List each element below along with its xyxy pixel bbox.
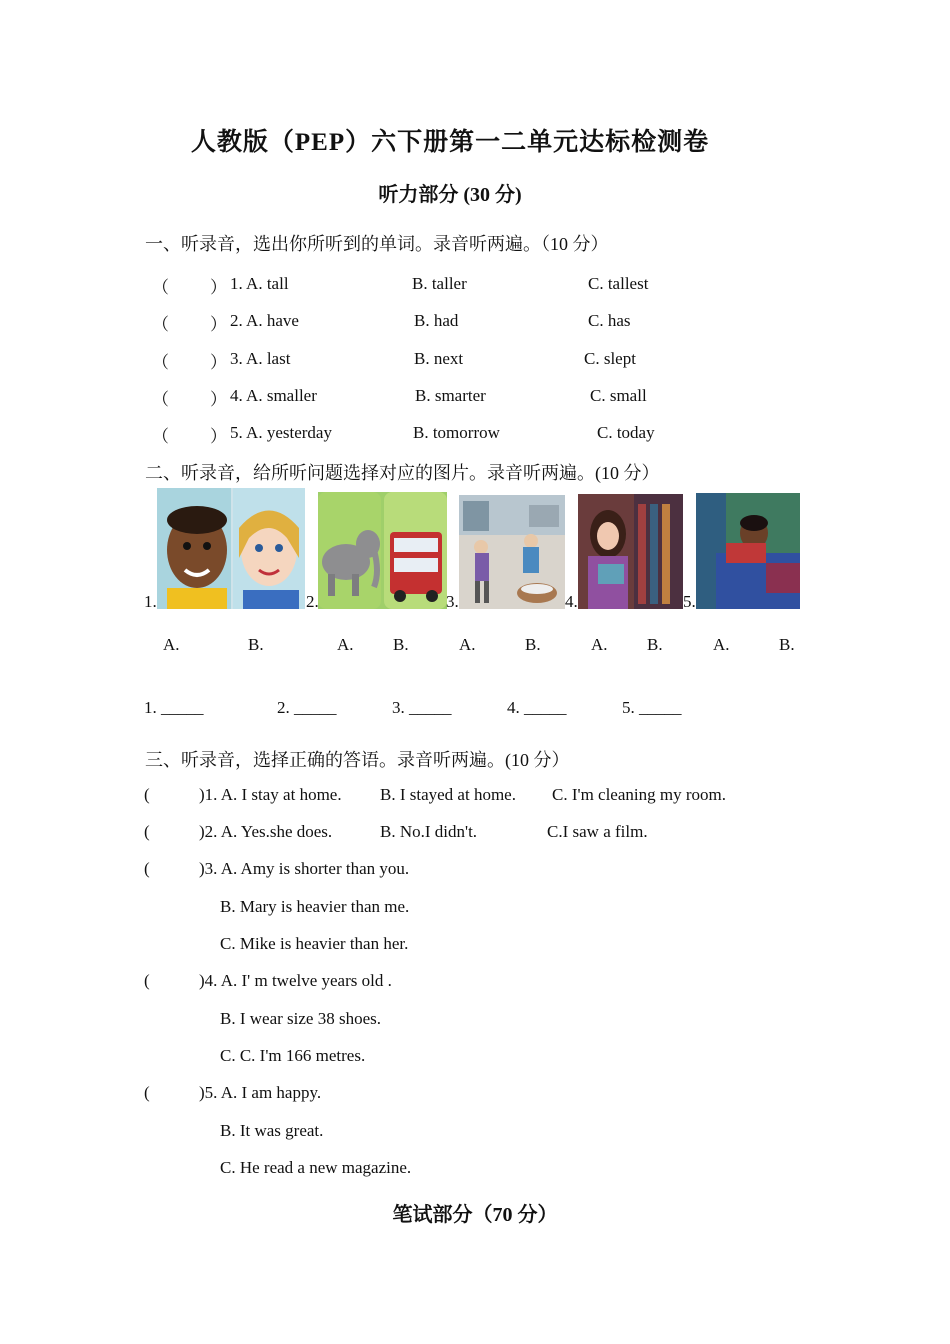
q5-option-b: B. It was great.	[220, 1121, 324, 1140]
choice-a: A.	[591, 635, 608, 654]
q3-option-c: C. Mike is heavier than her.	[220, 934, 409, 953]
choice-b: B.	[647, 635, 663, 654]
written-heading: 笔试部分（70 分）	[392, 1204, 558, 1226]
picture-number: 4.	[565, 592, 578, 611]
open-paren: (	[144, 971, 150, 990]
choice-a: A.	[713, 635, 730, 654]
q1-option-a: )1. A. I stay at home.	[199, 785, 342, 804]
option-a: 4. A. smaller	[230, 386, 317, 405]
elephant-bus-picture	[318, 492, 447, 609]
section3-heading: 三、听录音，选择正确的答语。录音听两遍。(10 分）	[145, 750, 570, 770]
q2-option-c: C.I saw a film.	[547, 822, 648, 841]
option-a: 1. A. tall	[230, 274, 289, 293]
open-paren: （	[152, 353, 169, 372]
q1-option-c: C. I'm cleaning my room.	[552, 785, 726, 804]
choice-b: B.	[525, 635, 541, 654]
choice-a: A.	[337, 635, 354, 654]
open-paren: （	[152, 427, 169, 446]
choice-b: B.	[248, 635, 264, 654]
q5-option-a: )5. A. I am happy.	[199, 1083, 322, 1102]
open-paren: （	[152, 390, 169, 409]
open-paren: （	[152, 278, 169, 297]
q2-option-b: B. No.I didn't.	[380, 822, 478, 841]
q1-option-b: B. I stayed at home.	[380, 785, 516, 804]
option-c: C. today	[597, 423, 655, 442]
option-b: B. tomorrow	[413, 423, 500, 442]
answer-blank[interactable]: 5. _____	[622, 698, 682, 717]
option-c: C. has	[588, 311, 631, 330]
section1-heading: 一、听录音，选出你所听到的单词。录音听两遍。（10 分）	[145, 234, 609, 254]
open-paren: (	[144, 859, 150, 878]
q5-option-c: C. He read a new magazine.	[220, 1158, 412, 1177]
section2-heading: 二、听录音，给所听问题选择对应的图片。录音听两遍。(10 分）	[145, 463, 660, 483]
picture-number: 1.	[144, 592, 157, 611]
listening-heading: 听力部分 (30 分)	[378, 184, 522, 206]
choice-b: B.	[779, 635, 795, 654]
close-paren: ）	[210, 278, 227, 297]
q3-option-b: B. Mary is heavier than me.	[220, 897, 410, 916]
q2-option-a: )2. A. Yes.she does.	[199, 822, 333, 841]
close-paren: ）	[210, 390, 227, 409]
close-paren: ）	[210, 315, 227, 334]
close-paren: ）	[210, 427, 227, 446]
choice-a: A.	[163, 635, 180, 654]
open-paren: (	[144, 1083, 150, 1102]
option-c: C. slept	[584, 349, 636, 368]
option-b: B. smarter	[415, 386, 486, 405]
answer-blank[interactable]: 2. _____	[277, 698, 337, 717]
q4-option-c: C. C. I'm 166 metres.	[220, 1046, 366, 1065]
picture-number: 5.	[683, 592, 696, 611]
kitchen-chores-picture	[459, 495, 565, 609]
page-title: 人教版（PEP）六下册第一二单元达标检测卷	[190, 129, 710, 156]
answer-blank[interactable]: 4. _____	[507, 698, 567, 717]
answer-blank[interactable]: 1. _____	[144, 698, 204, 717]
boy-sleeping-picture	[696, 493, 800, 609]
option-c: C. tallest	[588, 274, 649, 293]
choice-a: A.	[459, 635, 476, 654]
open-paren: (	[144, 785, 150, 804]
option-b: B. next	[414, 349, 464, 368]
option-a: 5. A. yesterday	[230, 423, 332, 442]
option-c: C. small	[590, 386, 647, 405]
close-paren: ）	[210, 353, 227, 372]
q4-option-b: B. I wear size 38 shoes.	[220, 1009, 381, 1028]
kids-faces-picture	[157, 488, 305, 609]
q4-option-a: )4. A. I' m twelve years old .	[199, 971, 392, 990]
girl-reading-picture	[578, 494, 683, 609]
option-b: B. taller	[412, 274, 467, 293]
open-paren: （	[152, 315, 169, 334]
choice-b: B.	[393, 635, 409, 654]
option-a: 3. A. last	[230, 349, 291, 368]
answer-blank[interactable]: 3. _____	[392, 698, 452, 717]
picture-number: 2.	[306, 592, 319, 611]
picture-number: 3.	[446, 592, 459, 611]
q3-option-a: )3. A. Amy is shorter than you.	[199, 859, 410, 878]
open-paren: (	[144, 822, 150, 841]
option-b: B. had	[414, 311, 459, 330]
option-a: 2. A. have	[230, 311, 299, 330]
